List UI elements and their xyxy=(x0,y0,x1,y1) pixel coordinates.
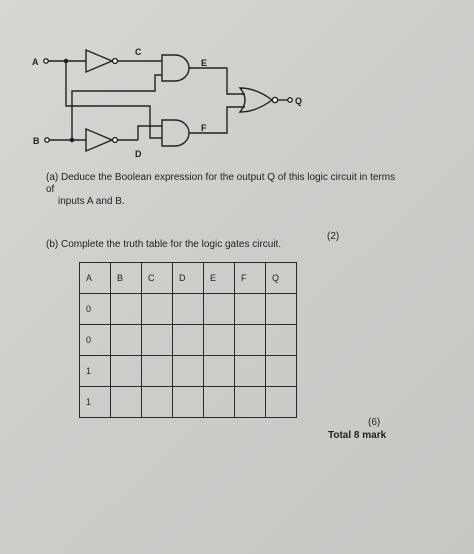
label-d: D xyxy=(135,149,142,159)
question-a-marks: (2) xyxy=(327,231,340,242)
question-b: (b) Complete the truth table for the logic gates circuit. xyxy=(46,239,282,250)
label-f: F xyxy=(201,123,207,133)
table-cell[interactable] xyxy=(173,356,204,387)
table-cell[interactable] xyxy=(142,356,173,387)
table-cell[interactable] xyxy=(235,325,266,356)
and-gate-f xyxy=(162,120,189,146)
truth-table-header-row xyxy=(80,263,297,294)
or-gate-q xyxy=(240,88,272,112)
header-b: B xyxy=(111,263,142,294)
header-c: C xyxy=(142,263,173,294)
question-b-marks: (6) xyxy=(368,417,381,428)
question-a-line1: (a) Deduce the Boolean expression for the output Q of this logic circuit in terms of xyxy=(46,172,396,195)
table-cell[interactable] xyxy=(204,294,235,325)
table-row xyxy=(80,356,297,387)
table-row xyxy=(80,325,297,356)
question-a-line2: inputs A and B. xyxy=(58,196,125,207)
table-cell[interactable] xyxy=(142,387,173,418)
table-cell[interactable] xyxy=(266,294,297,325)
label-b: B xyxy=(33,136,40,146)
table-cell[interactable] xyxy=(204,356,235,387)
table-cell[interactable] xyxy=(111,387,142,418)
table-cell[interactable] xyxy=(173,387,204,418)
table-cell[interactable] xyxy=(111,294,142,325)
or-gate-q-bubble xyxy=(272,97,277,102)
table-row xyxy=(80,387,297,418)
and-gate-e xyxy=(162,55,189,81)
question-a xyxy=(46,172,406,208)
not-gate-c-bubble xyxy=(113,59,118,64)
table-cell[interactable] xyxy=(204,325,235,356)
table-cell[interactable] xyxy=(111,356,142,387)
label-c: C xyxy=(135,47,142,57)
wire-f-to-or xyxy=(189,107,245,133)
table-cell[interactable] xyxy=(266,387,297,418)
table-cell[interactable] xyxy=(235,294,266,325)
table-cell[interactable]: 1 xyxy=(80,387,111,418)
table-cell[interactable] xyxy=(142,294,173,325)
header-e: E xyxy=(204,263,235,294)
table-cell[interactable] xyxy=(173,325,204,356)
input-a-terminal xyxy=(44,59,48,63)
table-cell[interactable] xyxy=(266,325,297,356)
table-cell[interactable]: 0 xyxy=(80,325,111,356)
label-e: E xyxy=(201,58,208,68)
label-q: Q xyxy=(295,96,303,106)
input-b-terminal xyxy=(45,138,49,142)
table-cell[interactable] xyxy=(235,356,266,387)
logic-circuit-diagram xyxy=(0,0,474,170)
label-a: A xyxy=(32,57,39,67)
not-gate-d xyxy=(86,129,112,151)
table-cell[interactable]: 0 xyxy=(80,294,111,325)
not-gate-c xyxy=(86,50,112,72)
wire-e-to-or xyxy=(189,68,245,94)
header-q: Q xyxy=(266,263,297,294)
not-gate-d-bubble xyxy=(113,138,118,143)
header-a: A xyxy=(80,263,111,294)
header-f: F xyxy=(235,263,266,294)
truth-table xyxy=(79,262,297,418)
table-cell[interactable] xyxy=(111,325,142,356)
table-row xyxy=(80,294,297,325)
output-q-terminal xyxy=(288,98,292,102)
header-d: D xyxy=(173,263,204,294)
table-cell[interactable] xyxy=(204,387,235,418)
table-cell[interactable] xyxy=(173,294,204,325)
table-cell[interactable] xyxy=(266,356,297,387)
total-marks: Total 8 mark xyxy=(328,430,387,441)
table-cell[interactable] xyxy=(235,387,266,418)
table-cell[interactable]: 1 xyxy=(80,356,111,387)
table-cell[interactable] xyxy=(142,325,173,356)
